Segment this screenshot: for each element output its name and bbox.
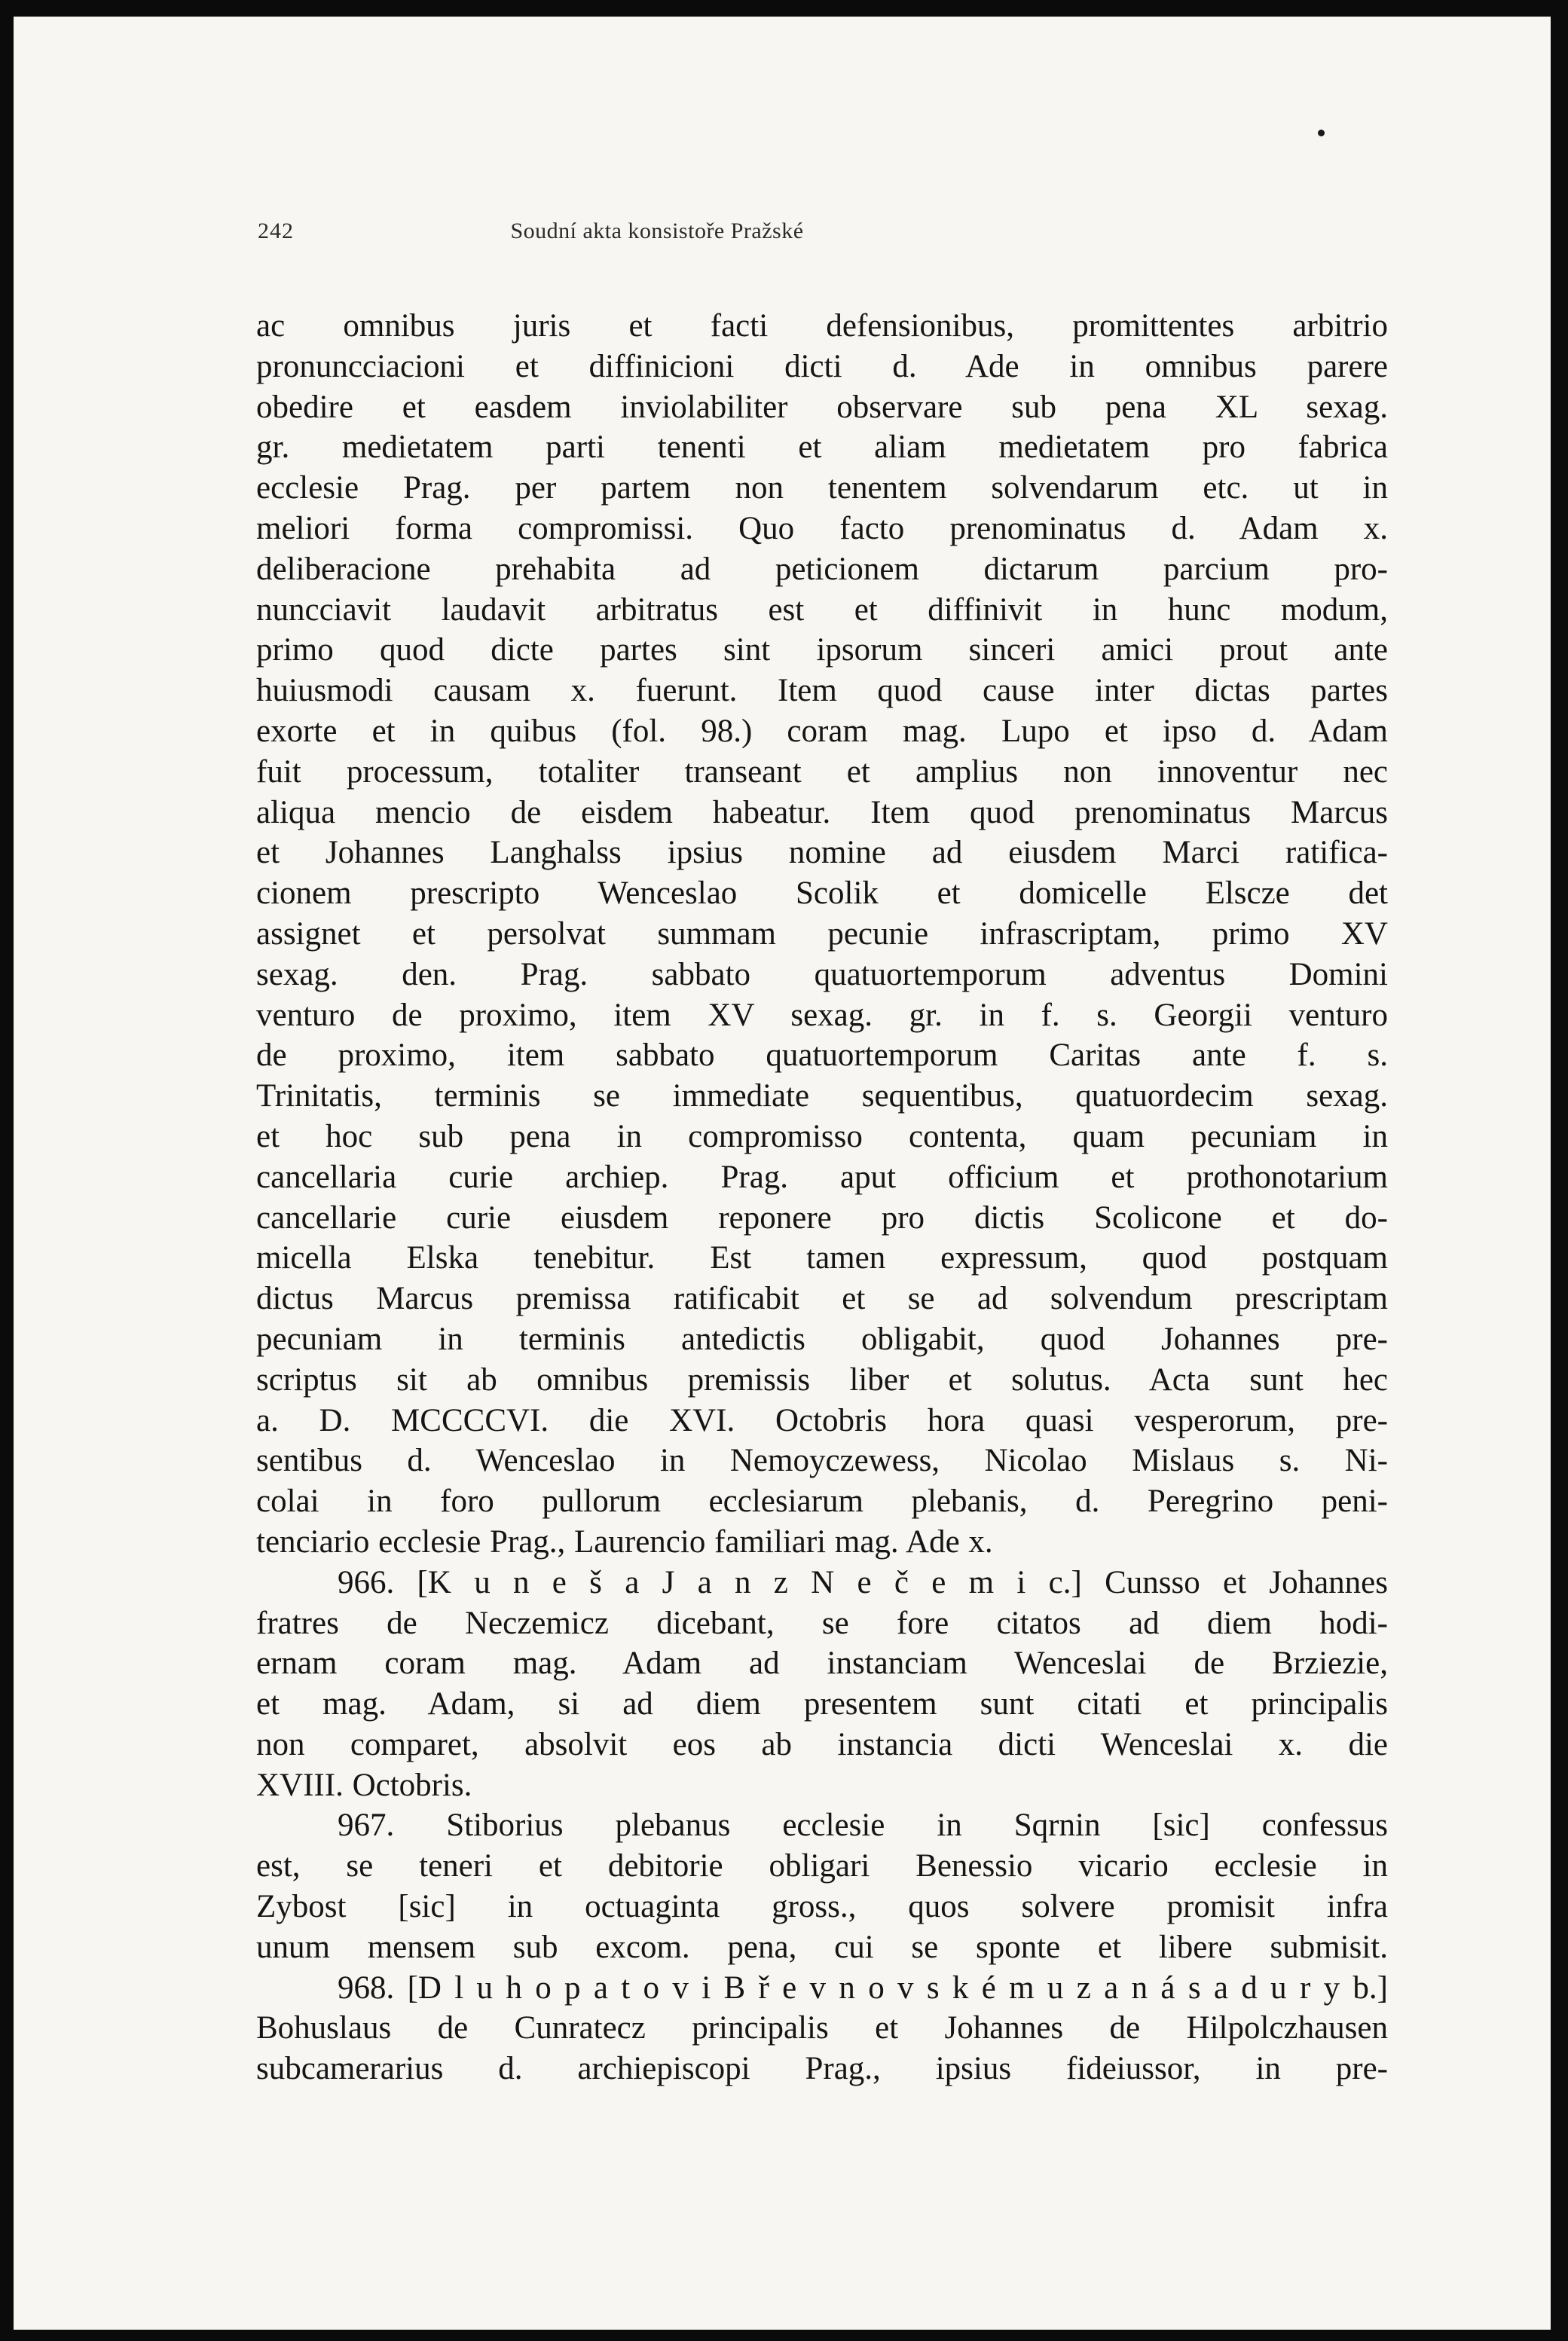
running-header [258,219,1056,252]
paragraph-first-line: 966. [K u n e š a J a n z N e č e m i c.] Cunsso et Johannes [338,1564,1388,1600]
text-line: nuncciavit laudavit arbitratus est et diffinivit in hunc modum, [256,591,1388,628]
text-line: gr. medietatem parti tenenti et aliam medietatem pro fabrica [256,429,1388,466]
text-line: tenciario ecclesie Prag., Laurencio familiari mag. Ade x. [256,1523,993,1560]
text-line: aliqua mencio de eisdem habeatur. Item quod prenominatus Marcus [256,794,1388,830]
text-line: cancellaria curie archiep. Prag. aput officium et prothonotarium [256,1159,1388,1195]
text-line: a. D. MCCCCVI. die XVI. Octobris hora quasi vesperorum, pre- [256,1402,1388,1438]
text-line: meliori forma compromissi. Quo facto prenominatus d. Adam x. [256,510,1388,546]
text-line: XVIII. Octobris. [256,1767,472,1803]
body-text [256,306,1388,2089]
text-line: exorte et in quibus (fol. 98.) coram mag. Lupo et ipso d. Adam [256,713,1388,749]
text-line: et hoc sub pena in compromisso contenta, quam pecuniam in [256,1118,1388,1154]
text-line: pecuniam in terminis antedictis obligabit, quod Johannes pre- [256,1321,1388,1357]
text-line: et mag. Adam, si ad diem presentem sunt citati et principalis [256,1686,1388,1722]
text-line: huiusmodi causam x. fuerunt. Item quod cause inter dictas partes [256,673,1388,709]
text-line: est, se teneri et debitorie obligari Benessio vicario ecclesie in [256,1848,1388,1884]
scanned-page [14,17,1551,2330]
text-line: dictus Marcus premissa ratificabit et se ad solvendum prescriptam [256,1281,1388,1317]
text-line: fuit processum, totaliter transeant et amplius non innoventur nec [256,753,1388,790]
text-line: ecclesie Prag. per partem non tenentem solvendarum etc. ut in [256,470,1388,506]
text-line: ernam coram mag. Adam ad instanciam Wenceslai de Brziezie, [256,1646,1388,1682]
scan-speck [1318,130,1325,136]
paragraph-first-line: 967. Stiborius plebanus ecclesie in Sqrnin [sic] confessus [338,1808,1388,1844]
text-line: Zybost [sic] in octuaginta gross., quos solvere promisit infra [256,1889,1388,1925]
text-line: sentibus d. Wenceslao in Nemoyczewess, Nicolao Mislaus s. Ni- [256,1443,1388,1479]
text-line: deliberacione prehabita ad peticionem dictarum parcium pro- [256,551,1388,587]
text-line: Trinitatis, terminis se immediate sequentibus, quatuordecim sexag. [256,1078,1388,1114]
text-line: scriptus sit ab omnibus premissis liber et solutus. Acta sunt hec [256,1362,1388,1398]
text-line: cionem prescripto Wenceslao Scolik et domicelle Elscze det [256,876,1388,912]
text-line: venturo de proximo, item XV sexag. gr. in f. s. Georgii venturo [256,997,1388,1033]
text-line: cancellarie curie eiusdem reponere pro dictis Scolicone et do- [256,1200,1388,1236]
text-line: sexag. den. Prag. sabbato quatuortemporum adventus Domini [256,956,1388,992]
text-line: ac omnibus juris et facti defensionibus, promittentes arbitrio [256,308,1388,344]
text-line: colai in foro pullorum ecclesiarum plebanis, d. Peregrino peni- [256,1484,1388,1520]
text-line: et Johannes Langhalss ipsius nomine ad eiusdem Marci ratifica- [256,835,1388,871]
text-line: non comparet, absolvit eos ab instancia dicti Wenceslai x. die [256,1726,1388,1762]
text-line: micella Elska tenebitur. Est tamen expressum, quod postquam [256,1240,1388,1276]
text-line: de proximo, item sabbato quatuortemporum Caritas ante f. s. [256,1038,1388,1074]
paragraph-first-line: 968. [D l u h o p a t o v i B ř e v n o v s k é m u z a n á s a d u r y b.] [338,1970,1388,2006]
page-number: 242 [258,219,294,243]
text-line: pronuncciacioni et diffinicioni dicti d. Ade in omnibus parere [256,348,1388,384]
text-line: obedire et easdem inviolabiliter observare sub pena XL sexag. [256,389,1388,425]
text-line: Bohuslaus de Cunratecz principalis et Johannes de Hilpolczhausen [256,2010,1388,2046]
text-line: subcamerarius d. archiepiscopi Prag., ipsius fideiussor, in pre- [256,2051,1388,2087]
text-line: unum mensem sub excom. pena, cui se sponte et libere submisit. [256,1929,1388,1965]
running-title: Soudní akta konsistoře Pražské [510,219,804,243]
text-line: primo quod dicte partes sint ipsorum sinceri amici prout ante [256,632,1388,668]
text-line: fratres de Neczemicz dicebant, se fore citatos ad diem hodi- [256,1605,1388,1641]
text-line: assignet et persolvat summam pecunie infrascriptam, primo XV [256,915,1388,952]
